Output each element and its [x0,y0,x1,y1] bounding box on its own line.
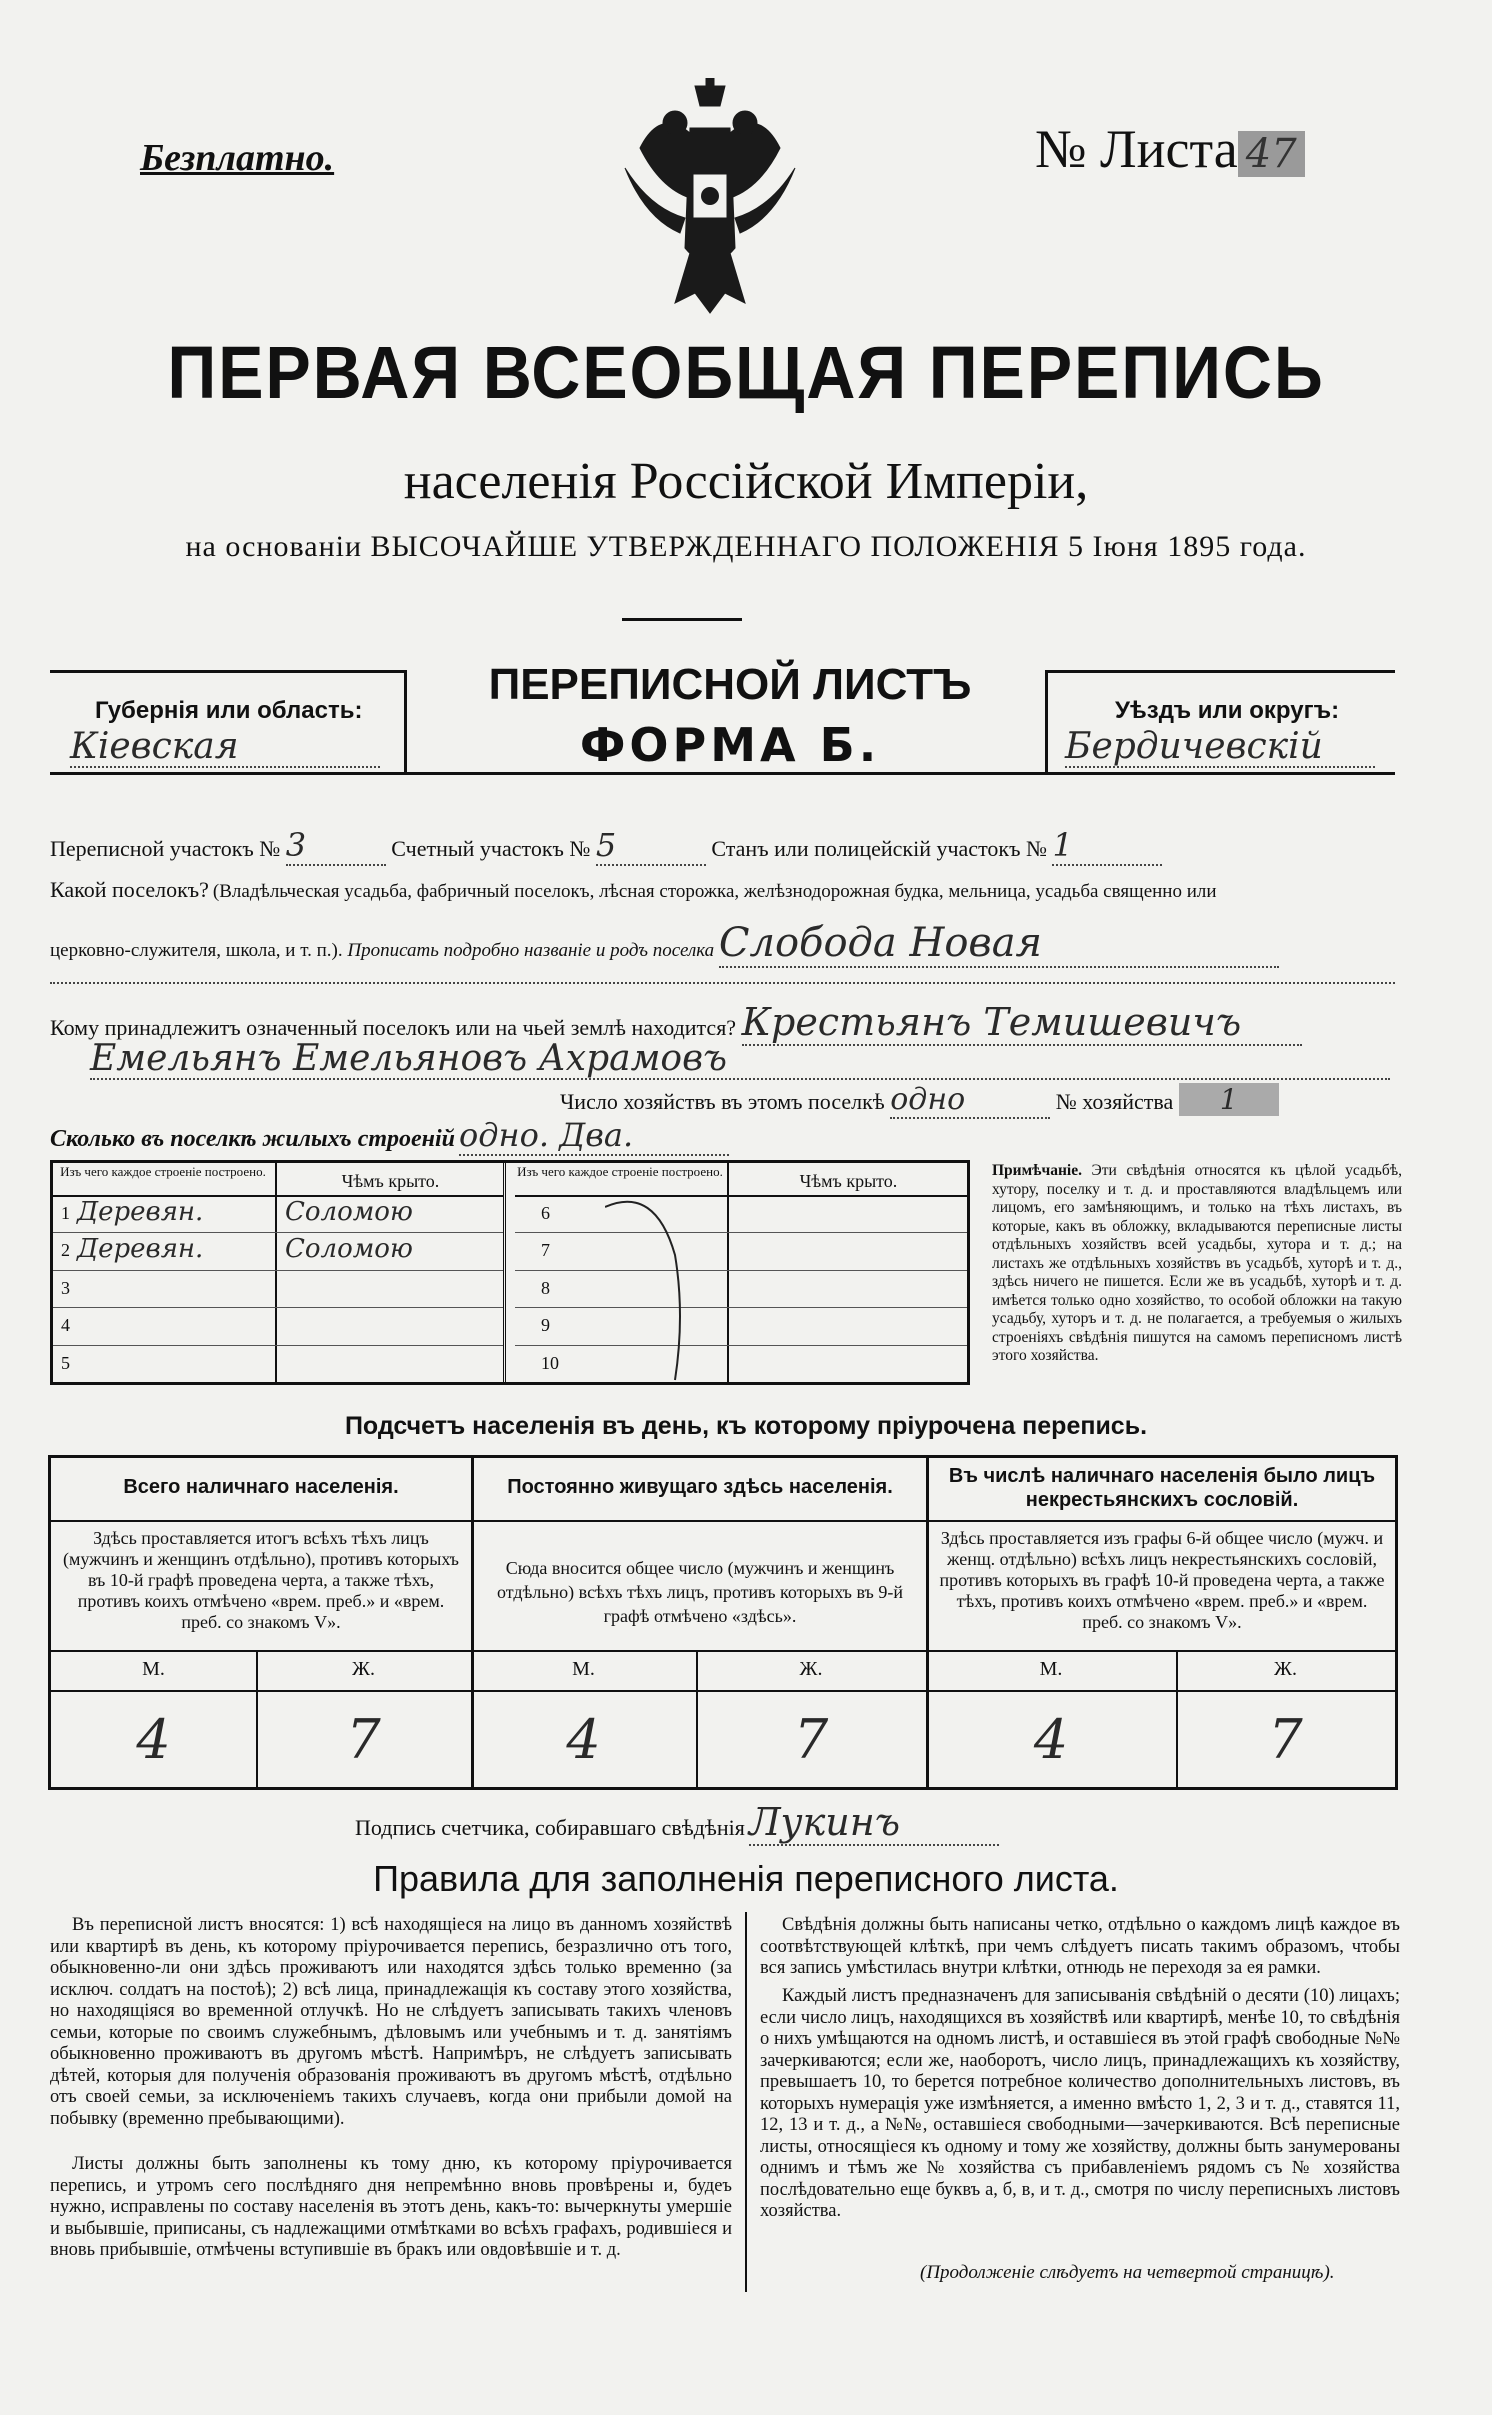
household-no-value: 1 [1179,1083,1279,1116]
census-district-label: Переписной участокъ № [50,836,281,861]
free-label: Безплатно. [140,137,335,179]
count-value-5: 4 [1033,1708,1069,1771]
uezd-value: Бердичевскій [1065,726,1375,768]
signature-value: Лукинъ [749,1800,999,1846]
sheet-number-value: 47 [1238,131,1305,177]
building-row-number: 10 [541,1352,559,1373]
buildings-row [50,1116,950,1156]
page-subtitle: населенія Россійской Имперіи, [403,453,1089,510]
census-district-value: 3 [286,826,386,866]
count-col1-title: Всего наличнаго населенія. [123,1476,399,1498]
buildings-value: одно. Два. [459,1116,729,1156]
count-value-2: 7 [346,1708,381,1771]
count-col3-m: М. [1039,1658,1063,1680]
note-block [992,1162,1402,1366]
stan-label: Станъ или полицейскій участокъ № [711,836,1047,861]
household-no-label: № хозяйства [1055,1089,1174,1114]
count-col1-desc: Здѣсь проставляется итогъ всѣхъ тѣхъ лицъ (мужчинъ и женщинъ отдѣльно), противъ которыхъ въ 10-й графѣ проведена черта, а также тѣхъ, противъ коихъ отмѣчено «врем. преб.» и «врем. преб. со знакомъ V». [63,1528,459,1632]
signature-label: Подпись счетчика, собиравшаго свѣдѣнія [355,1815,745,1840]
building-roof: Соломою [285,1234,413,1265]
count-col3-desc: Здѣсь проставляется изъ графы 6-й общее число (мужч. и женщ. отдѣльно) всѣхъ лицъ некрестьянскихъ сословій, противъ которыхъ въ графѣ 10-й проведена черта, а также тѣхъ, противъ коихъ отмѣчено «врем. преб.» и «врем. преб. со знакомъ V». [939,1528,1385,1632]
count-col3-title: Въ числѣ наличнаго населенія было лицъ некрестьянскихъ сословій. [948,1465,1376,1511]
count-heading: Подсчетъ населенія въ день, къ которому пріурочена перепись. [344,1412,1148,1440]
rules-column-divider [745,1912,747,2292]
form-box-bottom [50,772,1395,775]
sheet-label-text: № Листа [1035,119,1238,179]
building-row-number: 9 [541,1315,550,1336]
buildings-label: Сколько въ поселкѣ жилыхъ строеній [50,1126,455,1152]
owner-row [50,1000,1395,1042]
page-title: ПЕРВАЯ ВСЕОБЩАЯ ПЕРЕПИСЬ [167,331,1325,414]
building-row-number: 8 [541,1277,550,1298]
form-title: ПЕРЕПИСНОЙ ЛИСТЪ [488,660,972,709]
double-headed-eagle-emblem [620,78,800,318]
settlement-row [50,877,1395,903]
building-row-number: 5 [61,1352,70,1373]
building-row-number: 3 [61,1277,70,1298]
households-row [560,1082,1395,1120]
stan-value: 1 [1052,826,1162,866]
count-col1-f: Ж. [352,1658,375,1680]
building-row-number: 4 [61,1315,70,1336]
form-box-top-left [50,670,406,673]
households-label: Число хозяйствъ въ этомъ поселкѣ [560,1089,885,1114]
rules-right-p2: Каждый листъ предназначенъ для записыванія свѣдѣній о десяти (10) лицахъ; если число лицъ, находящихся въ хозяйствѣ или квартирѣ, менѣе 10, то свѣдѣнія о нихъ умѣщаются на одномъ листѣ, и оставшіеся въ этой графѣ свободные №№ зачеркиваются; если же, наоборотъ, число лицъ, принадлежащихъ къ хозяйству, превышаетъ 10, то берется потребное количество дополнительныхъ листовъ, въ которыхъ нумерація уже измѣняется, а именно вмѣсто 1, 2, 3 и т. д., ставятся 11, 12, 13 и т. д., а №№, оставшіеся свободными—зачеркиваются. Всѣ переписные листы, относящіеся къ одному и тому же хозяйству, должны быть занумерованы однимъ и тѣмъ же № хозяйства съ прибавленіемъ рядомъ съ № хозяйства послѣдовательно еще буквъ а, б, в, и т. д., смотря по числу переписныхъ листовъ хозяйства. [760,1986,1400,2221]
count-col1-m: М. [142,1658,165,1680]
count-table [48,1455,1398,1790]
district-row [50,826,1395,866]
building-roof: Соломою [285,1197,413,1227]
form-box-top-right [1045,670,1395,673]
count-value-3: 4 [566,1708,601,1771]
households-value: одно [890,1082,1050,1119]
rules-right-p1: Свѣдѣнія должны быть написаны четко, отдѣльно о каждомъ лицѣ каждое въ соотвѣтствующей клѣткѣ, при чемъ слѣдуетъ писать такимъ образомъ, чтобы вся запись умѣстилась внутри клѣтки, отнюдь не переходя за ея рамки. [760,1915,1400,1978]
rules-heading: Правила для заполненія переписного листа. [373,1858,1119,1899]
building-row-number: 1 [61,1203,70,1223]
uezd-label: Уѣздъ или округъ: [1115,697,1340,724]
owner-value: Крестьянъ Темишевичъ [742,1000,1302,1046]
note-label: Примѣчаніе. [992,1162,1082,1179]
count-value-1: 4 [136,1708,171,1771]
settlement-dotted-line [50,982,1395,984]
col-roof-header-2: Чѣмъ крыто. [799,1171,898,1191]
divider [622,618,742,621]
settlement-label: Какой поселокъ? [50,877,209,902]
legal-basis: на основаніи ВЫСОЧАЙШЕ УТВЕРЖДЕННАГО ПОЛОЖЕНІЯ 5 Іюня 1895 года. [185,530,1307,563]
building-material: Деревян. [77,1234,204,1265]
building-row-number: 2 [61,1240,70,1261]
rules-left-p1: Въ переписной листъ вносятся: 1) всѣ находящіеся на лицо въ данномъ хозяйствѣ или квартирѣ въ день, къ которому пріурочивается перепись, безразлично отъ того, обыкновенно-ли они здѣсь проживаютъ или находятся здѣсь только временно (за исключ. солдатъ на постоѣ); 2) всѣ лица, принадлежащія къ составу этого хозяйства, но находящіяся во временной отлучкѣ. Но не слѣдуетъ записывать такихъ членовъ семьи, которые по своимъ служебнымъ, дѣловымъ или учебнымъ и т. д. занятіямъ обыкновенно проживаютъ въ другомъ мѣстѣ. Напримѣръ, не слѣдуетъ записывать дѣтей, которыя для полученія образованія проживаютъ въ другомъ мѣстѣ, отдѣльно отъ своей семьи, за исключеніемъ такихъ случаевъ, когда они прибыли домой на побывку (временно пребывающими). [50,1915,732,2129]
sheet-number-label [1035,118,1305,180]
count-value-4: 7 [793,1708,829,1771]
form-subtitle: ФОРМА Б. [579,718,881,772]
settlement-value: Слобода Новая [719,920,1279,968]
owner-value-2: Емельянъ Емельяновъ Ахрамовъ [90,1038,1390,1080]
signature-row [355,1800,1155,1848]
building-row-number: 7 [541,1240,550,1261]
col-material-header: Изъ чего каждое строеніе построено. [60,1164,266,1179]
settlement-hint: (Владѣльческая усадьба, фабричный поселокъ, лѣсная сторожка, желѣзнодорожная будка, мельница, усадьба священно или [212,881,1217,902]
rules-left-p2: Листы должны быть заполнены къ тому дню, къ которому пріурочивается перепись, и утромъ сего послѣдняго дня непремѣнно вновь провѣрены и, будеъ нужно, исправлены по составу населенія въ этотъ день, какъ-то: вычеркнуты умершіе и выбывшіе, приписаны, съ надлежащими отмѣтками во всѣхъ графахъ, родившіеся и вновь прибывшіе, отмѣчены вступившіе въ бракъ или овдовѣвшіе и т. д. [50,2154,732,2260]
settlement-hint-2: церковно-служителя, школа, и т. п.). [50,940,343,961]
col-roof-header: Чѣмъ крыто. [341,1171,440,1191]
buildings-table-left [53,1163,506,1382]
count-col2-desc: Сюда вносится общее число (мужчинъ и женщинъ отдѣльно) всѣхъ тѣхъ лицъ, противъ которыхъ въ 9-й графѣ отмѣчено «здѣсь». [497,1558,903,1626]
count-district-value: 5 [596,826,706,866]
settlement-row-2 [50,920,1395,966]
count-district-label: Счетный участокъ № [391,836,591,861]
gubernia-label: Губернія или область: [95,697,363,724]
count-col2-m: М. [572,1658,595,1680]
form-box-divider-right [1045,670,1048,772]
owner-label: Кому принадлежитъ означенный поселокъ или на чьей землѣ находится? [50,1015,737,1040]
settlement-hint-italic: Прописать подробно названіе и родъ поселка [347,940,715,961]
rules-continued: (Продолженіе слѣдуетъ на четвертой страницѣ). [920,2262,1335,2283]
form-box-divider-left [404,670,407,772]
buildings-table [50,1160,970,1385]
count-col3-f: Ж. [1274,1658,1297,1680]
building-material: Деревян. [77,1197,204,1227]
note-text: Эти свѣдѣнія относятся къ цѣлой усадьбѣ, хутору, поселку и т. д. и проставляются владѣльцемъ или лицомъ, его замѣняющимъ, и только на тѣхъ листахъ, въ которые, какъ въ обложку, вкладываются переписные листы отдѣльныхъ хозяйствъ всей усадьбы, хутора и т. д.; на листахъ же отдѣльныхъ хозяйствъ въ усадьбѣ, хуторѣ и т. д., здѣсь ничего не пишется. Если же въ усадьбѣ, хуторѣ и т. д. имѣется только одно хозяйство, то особой обложки на такую усадьбу, хуторъ и т. д. не полагается, а требуемыя о жилыхъ строеніяхъ свѣдѣнія пишутся на самомъ переписномъ листѣ этого хозяйства. [992,1162,1403,1364]
col-material-header-2: Изъ чего каждое строеніе построено. [517,1164,723,1179]
count-value-6: 7 [1268,1708,1303,1771]
count-col2-f: Ж. [799,1658,823,1680]
pen-stroke-mark [605,1195,705,1382]
gubernia-value: Кіевская [70,726,380,768]
building-row-number: 6 [541,1203,550,1223]
buildings-table-right [515,1163,967,1382]
count-col2-title: Постоянно живущаго здѣсь населенія. [507,1476,893,1498]
